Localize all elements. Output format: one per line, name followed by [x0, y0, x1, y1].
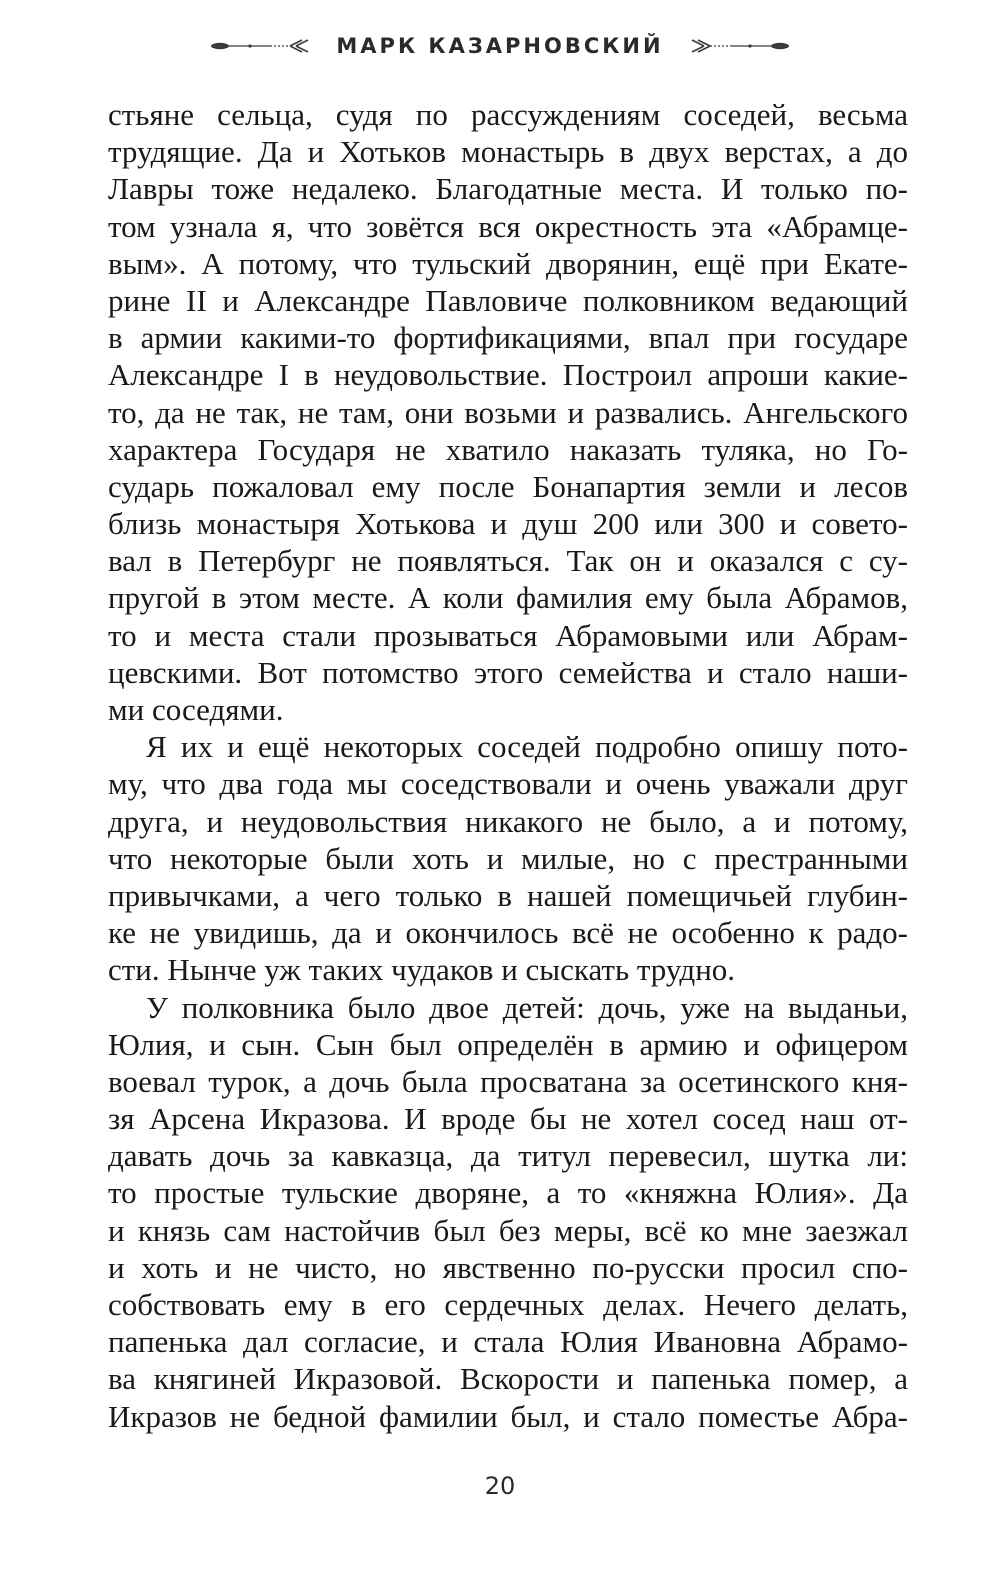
text-line: давать дочь за кавказца, да титул перевесил, шутка ли: [108, 1138, 908, 1174]
text-line: стьяне сельца, судя по рассуждениям соседей, весьма [108, 97, 908, 132]
text-line: ми соседями. [108, 692, 284, 727]
text-line: ке не увидишь, да и окончилось всё не особенно к радо- [108, 915, 908, 951]
text-line: Я их и ещё некоторых соседей подробно опишу пото- [146, 729, 908, 765]
text-line: цевскими. Вот потомство этого семейства и стало наши- [108, 654, 908, 690]
text-line: и князь сам настойчив был без меры, всё ко мне заезжал [108, 1212, 908, 1248]
text-line: пругой в этом месте. А коли фамилия ему была Абрамов, [108, 580, 908, 616]
text-line: вым». А потому, что тульский дворянин, ещё при Екате- [108, 245, 908, 281]
text-line: то, да не так, не там, они возьми и развались. Ангельского [108, 394, 908, 430]
text-line: Икразов не бедной фамилии был, и стало поместье Абра- [108, 1398, 908, 1434]
text-line: друга, и неудовольствия никакого не было, а и потому, [108, 803, 908, 839]
text-line: зя Арсена Икразова. И вроде бы не хотел сосед наш от- [108, 1101, 908, 1137]
text-line: У полковника было двое детей: дочь, уже на выданьи, [146, 989, 908, 1025]
author-name: МАРК КАЗАРНОВСКИЙ [336, 34, 664, 58]
text-line: Юлия, и сын. Сын был определён в армию и офицером [108, 1026, 908, 1062]
text-line: близь монастыря Хотькова и душ 200 или 300 и совето- [108, 506, 908, 542]
text-line: что некоторые были хоть и милые, но с престранными [108, 840, 908, 876]
text-line: Александре I в неудовольствие. Построил апроши какие- [108, 357, 908, 393]
text-line: му, что два года мы соседствовали и очень уважали друг [108, 766, 908, 802]
text-line: то простые тульские дворяне, а то «княжна Юлия». Да [108, 1175, 908, 1211]
text-line: том узнала я, что зовётся вся окрестность эта «Абрамце- [108, 208, 908, 244]
text-line: характера Государя не хватило наказать туляка, но Го- [108, 431, 908, 467]
text-line: собствовать ему в его сердечных делах. Нечего делать, [108, 1287, 908, 1322]
text-line: вал в Петербург не появляться. Так он и оказался с су- [108, 543, 908, 579]
text-line: воевал турок, а дочь была просватана за осетинского кня- [108, 1063, 908, 1099]
text-line: папенька дал согласие, и стала Юлия Ивановна Абрамо- [108, 1324, 908, 1360]
left-ornament-icon [210, 36, 320, 56]
text-line: в армии какими-то фортификациями, впал при государе [108, 320, 908, 356]
body-text [108, 96, 908, 1435]
text-line: привычками, а чего только в нашей помещичьей глубин- [108, 877, 908, 913]
running-header [0, 26, 1000, 66]
right-ornament-icon [680, 36, 790, 56]
page-number: 20 [484, 1472, 516, 1500]
text-line: и хоть и не чисто, но явственно по-русски просил спо- [108, 1249, 908, 1285]
text-line: то и места стали прозываться Абрамовыми или Абрам- [108, 617, 908, 653]
text-line: ва княгиней Икразовой. Вскорости и папенька помер, а [108, 1361, 908, 1397]
text-line: рине II и Александре Павловиче полковником ведающий [108, 282, 908, 318]
text-line: сти. Нынче уж таких чудаков и сыскать трудно. [108, 952, 736, 988]
text-line: сударь пожаловал ему после Бонапартия земли и лесов [108, 468, 908, 504]
text-line: Лавры тоже недалеко. Благодатные места. И только по- [108, 171, 908, 207]
text-line: трудящие. Да и Хотьков монастырь в двух верстах, а до [108, 134, 908, 170]
